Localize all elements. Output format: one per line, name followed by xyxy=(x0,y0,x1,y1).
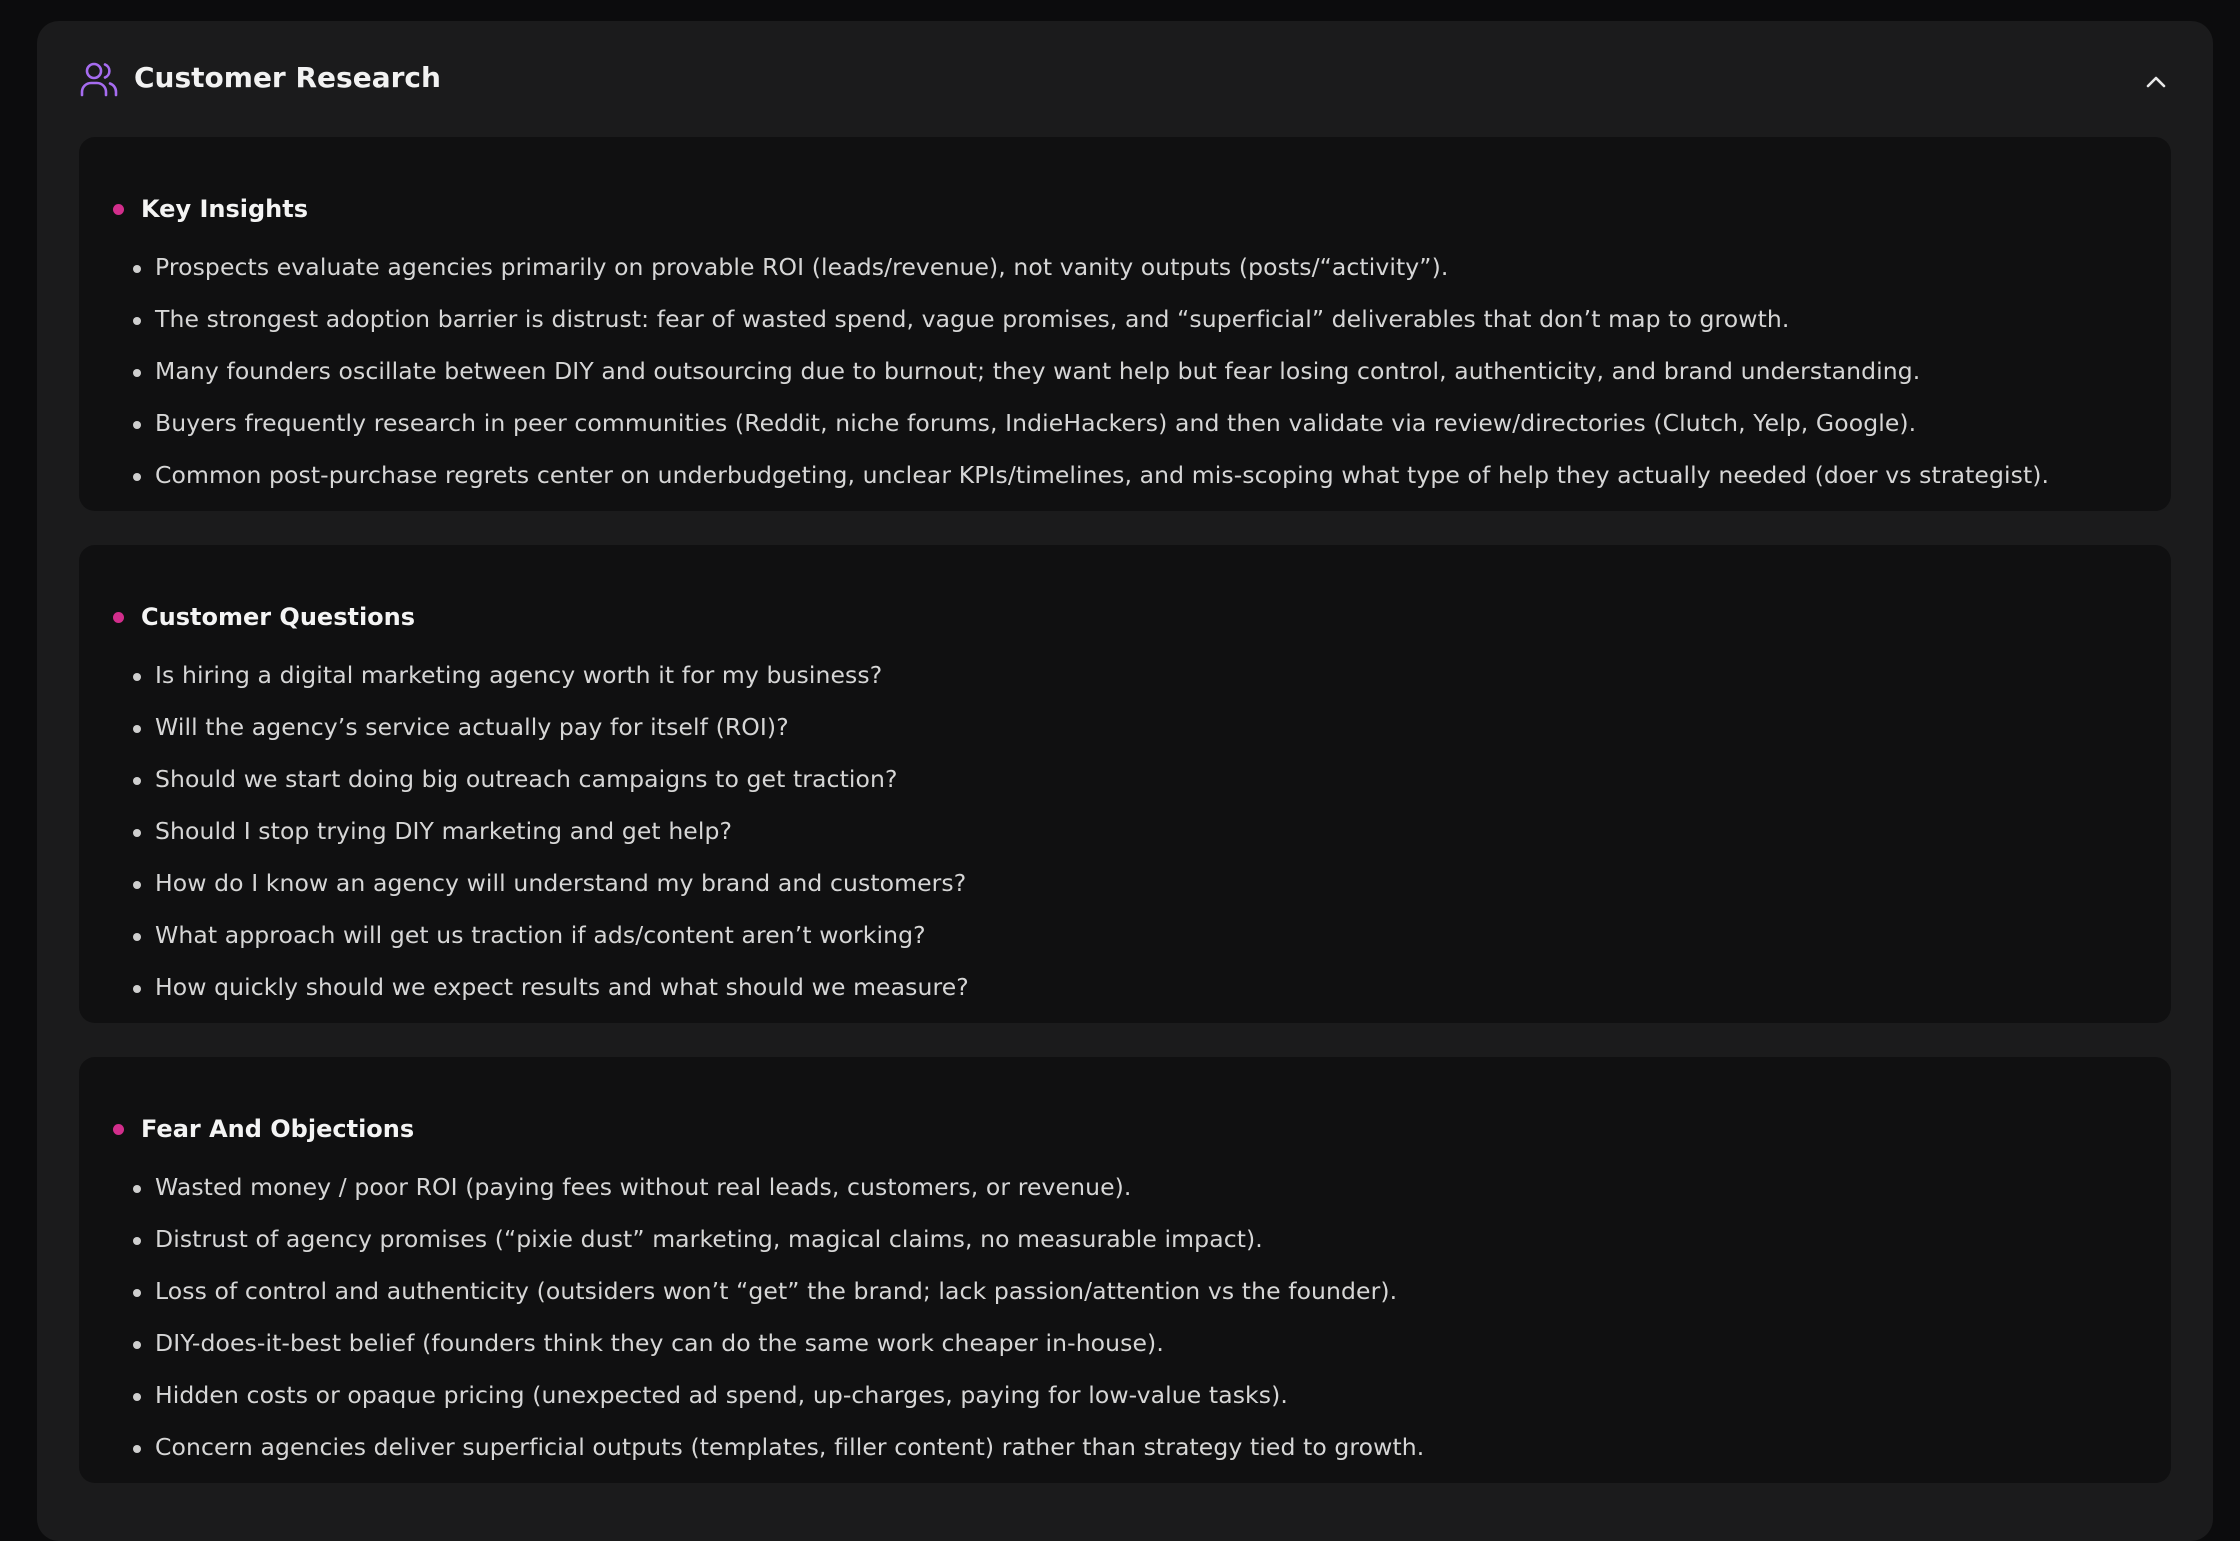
item-text: Is hiring a digital marketing agency worth it for my business? xyxy=(155,661,883,689)
item-text: How quickly should we expect results and what should we measure? xyxy=(155,973,969,1001)
panel-header[interactable] xyxy=(37,21,2213,137)
item-text: Will the agency’s service actually pay for itself (ROI)? xyxy=(155,713,789,741)
section-customer-questions xyxy=(79,545,2171,1023)
section-fear-and-objections xyxy=(79,1057,2171,1483)
item-text: The strongest adoption barrier is distrust: fear of wasted spend, vague promises, and “superficial” deliverables that don’t map to growth. xyxy=(155,305,1790,333)
item-text: Loss of control and authenticity (outsiders won’t “get” the brand; lack passion/attention vs the founder). xyxy=(155,1277,1398,1305)
item-text: Should I stop trying DIY marketing and get help? xyxy=(155,817,733,845)
bullet xyxy=(133,673,141,681)
chevron-up-icon[interactable] xyxy=(2139,65,2173,99)
section-dot xyxy=(113,1124,124,1135)
bullet xyxy=(133,1341,141,1349)
section-key-insights xyxy=(79,137,2171,511)
section-dot xyxy=(113,612,124,623)
list-item xyxy=(79,967,2171,1007)
list-item xyxy=(79,915,2171,955)
list-item xyxy=(79,247,2171,287)
section-title: Customer Questions xyxy=(141,603,416,631)
item-text: Should we start doing big outreach campaigns to get traction? xyxy=(155,765,898,793)
list-item xyxy=(79,811,2171,851)
list-item xyxy=(79,1219,2171,1259)
bullet xyxy=(133,473,141,481)
bullet xyxy=(133,1289,141,1297)
bullet xyxy=(133,881,141,889)
list-item xyxy=(79,863,2171,903)
list-item xyxy=(79,351,2171,391)
list-item xyxy=(79,455,2171,495)
item-text: How do I know an agency will understand my brand and customers? xyxy=(155,869,967,897)
bullet xyxy=(133,829,141,837)
bullet xyxy=(133,1185,141,1193)
item-text: Buyers frequently research in peer communities (Reddit, niche forums, IndieHackers) and then validate via review/directories (Clutch, Yelp, Google). xyxy=(155,409,1917,437)
item-text: Wasted money / poor ROI (paying fees without real leads, customers, or revenue). xyxy=(155,1173,1132,1201)
bullet xyxy=(133,369,141,377)
bullet xyxy=(133,725,141,733)
list-item xyxy=(79,1375,2171,1415)
bullet xyxy=(133,1445,141,1453)
customer-research-panel xyxy=(37,21,2213,1541)
bullet xyxy=(133,1237,141,1245)
list-item xyxy=(79,1427,2171,1467)
item-text: Hidden costs or opaque pricing (unexpected ad spend, up-charges, paying for low-value tasks). xyxy=(155,1381,1288,1409)
bullet xyxy=(133,1393,141,1401)
list-item xyxy=(79,707,2171,747)
item-text: Common post-purchase regrets center on underbudgeting, unclear KPIs/timelines, and mis-scoping what type of help they actually needed (doer vs strategist). xyxy=(155,461,2050,489)
bullet xyxy=(133,777,141,785)
item-text: Concern agencies deliver superficial outputs (templates, filler content) rather than strategy tied to growth. xyxy=(155,1433,1425,1461)
item-text: What approach will get us traction if ads/content aren’t working? xyxy=(155,921,926,949)
list-item xyxy=(79,1271,2171,1311)
bullet xyxy=(133,985,141,993)
item-text: Prospects evaluate agencies primarily on provable ROI (leads/revenue), not vanity outputs (posts/“activity”). xyxy=(155,253,1449,281)
panel-title: Customer Research xyxy=(134,61,441,94)
section-title: Key Insights xyxy=(141,195,309,223)
item-text: Many founders oscillate between DIY and outsourcing due to burnout; they want help but fear losing control, authenticity, and brand understanding. xyxy=(155,357,1921,385)
list-item xyxy=(79,1323,2171,1363)
list-item xyxy=(79,299,2171,339)
bullet xyxy=(133,421,141,429)
bullet xyxy=(133,265,141,273)
list-item xyxy=(79,759,2171,799)
list-item xyxy=(79,403,2171,443)
section-dot xyxy=(113,204,124,215)
bullet xyxy=(133,933,141,941)
bullet xyxy=(133,317,141,325)
list-item xyxy=(79,1167,2171,1207)
item-text: Distrust of agency promises (“pixie dust” marketing, magical claims, no measurable impact). xyxy=(155,1225,1263,1253)
section-title: Fear And Objections xyxy=(141,1115,415,1143)
list-item xyxy=(79,655,2171,695)
item-text: DIY-does-it-best belief (founders think they can do the same work cheaper in-house). xyxy=(155,1329,1164,1357)
users-icon xyxy=(79,59,119,99)
